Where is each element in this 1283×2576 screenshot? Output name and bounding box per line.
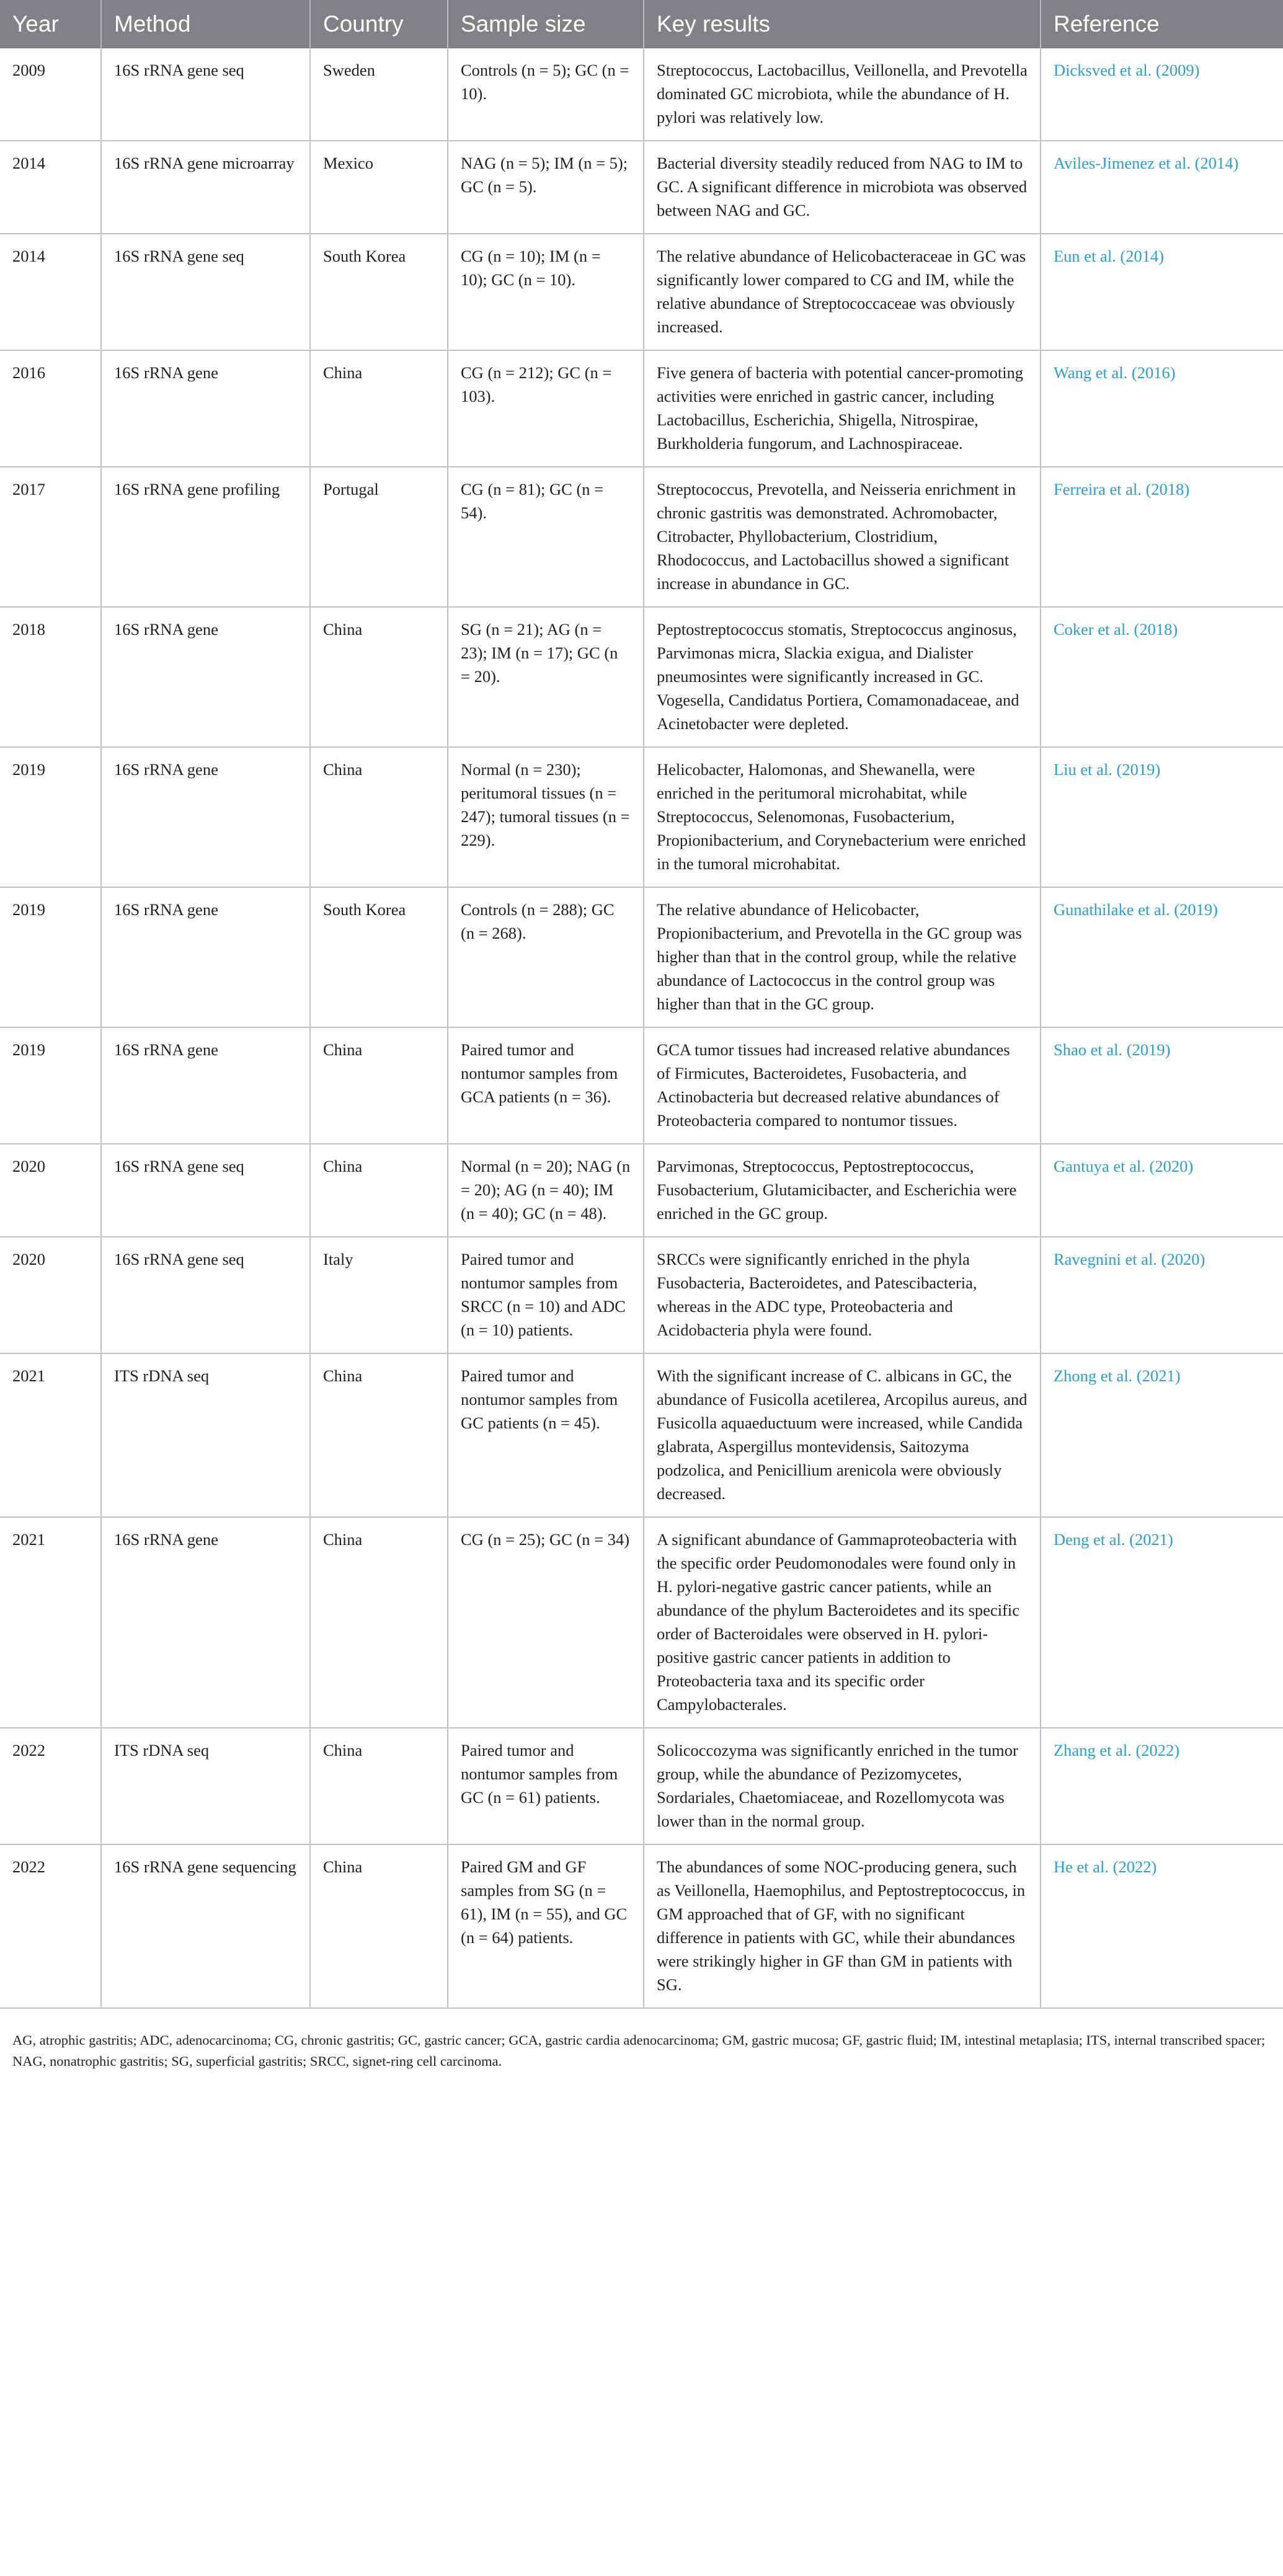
cell-sample-size: CG (n = 212); GC (n = 103). [448, 350, 644, 467]
cell-reference-link[interactable]: Ferreira et al. (2018) [1041, 467, 1283, 607]
cell-country: China [310, 1517, 448, 1728]
table-row [0, 234, 1283, 350]
table-row [0, 747, 1283, 887]
table-row [0, 48, 1283, 141]
cell-reference-link[interactable]: Zhong et al. (2021) [1041, 1353, 1283, 1517]
cell-key-results: The abundances of some NOC-producing genera, such as Veillonella, Haemophilus, and Peptostreptococcus, in GM approached that of GF, with no significant difference in patients with GC, while their abundances were strikingly higher in GF than GM in patients with SG. [644, 1844, 1041, 2008]
cell-year: 2022 [0, 1728, 101, 1844]
cell-sample-size: CG (n = 10); IM (n = 10); GC (n = 10). [448, 234, 644, 350]
cell-year: 2014 [0, 141, 101, 234]
table-row [0, 141, 1283, 234]
cell-method: 16S rRNA gene seq [101, 1144, 310, 1237]
cell-method: 16S rRNA gene seq [101, 234, 310, 350]
cell-key-results: Five genera of bacteria with potential cancer-promoting activities were enriched in gastric cancer, including Lactobacillus, Escherichia, Shigella, Nitrospirae, Burkholderia fungorum, and Lachnospiraceae. [644, 350, 1041, 467]
cell-year: 2017 [0, 467, 101, 607]
cell-key-results: SRCCs were significantly enriched in the phyla Fusobacteria, Bacteroidetes, and Patescibacteria, whereas in the ADC type, Proteobacteria and Acidobacteria phyla were found. [644, 1237, 1041, 1353]
cell-country: South Korea [310, 234, 448, 350]
table-row [0, 1027, 1283, 1144]
cell-reference-link[interactable]: Ravegnini et al. (2020) [1041, 1237, 1283, 1353]
table-row [0, 1144, 1283, 1237]
table-row [0, 350, 1283, 467]
cell-sample-size: Paired tumor and nontumor samples from GC patients (n = 45). [448, 1353, 644, 1517]
cell-reference-link[interactable]: Gunathilake et al. (2019) [1041, 887, 1283, 1027]
cell-country: China [310, 1844, 448, 2008]
cell-year: 2020 [0, 1237, 101, 1353]
cell-key-results: A significant abundance of Gammaproteobacteria with the specific order Peudomonodales were found only in H. pylori-negative gastric cancer patients, while an abundance of the phylum Bacteroidetes and its specific order of Bacteroidales were observed in H. pylori-positive gastric cancer patients in addition to Proteobacteria taxa and its specific order Campylobacterales. [644, 1517, 1041, 1728]
cell-method: 16S rRNA gene [101, 887, 310, 1027]
cell-reference-link[interactable]: Aviles-Jimenez et al. (2014) [1041, 141, 1283, 234]
table-header-row [0, 0, 1283, 48]
cell-country: China [310, 1353, 448, 1517]
cell-year: 2009 [0, 48, 101, 141]
cell-method: 16S rRNA gene [101, 1517, 310, 1728]
cell-key-results: Streptococcus, Lactobacillus, Veillonella, and Prevotella dominated GC microbiota, while the abundance of H. pylori was relatively low. [644, 48, 1041, 141]
cell-country: South Korea [310, 887, 448, 1027]
header-method: Method [101, 0, 310, 48]
cell-reference-link[interactable]: He et al. (2022) [1041, 1844, 1283, 2008]
cell-year: 2021 [0, 1353, 101, 1517]
cell-reference-link[interactable]: Zhang et al. (2022) [1041, 1728, 1283, 1844]
cell-reference-link[interactable]: Eun et al. (2014) [1041, 234, 1283, 350]
table-row [0, 1728, 1283, 1844]
cell-sample-size: Controls (n = 5); GC (n = 10). [448, 48, 644, 141]
cell-year: 2021 [0, 1517, 101, 1728]
cell-sample-size: Paired tumor and nontumor samples from GCA patients (n = 36). [448, 1027, 644, 1144]
header-reference: Reference [1041, 0, 1283, 48]
cell-year: 2019 [0, 887, 101, 1027]
cell-year: 2018 [0, 607, 101, 747]
cell-country: China [310, 1027, 448, 1144]
cell-method: 16S rRNA gene [101, 747, 310, 887]
cell-reference-link[interactable]: Dicksved et al. (2009) [1041, 48, 1283, 141]
cell-sample-size: CG (n = 81); GC (n = 54). [448, 467, 644, 607]
cell-key-results: With the significant increase of C. albicans in GC, the abundance of Fusicolla acetilerea, Arcopilus aureus, and Fusicolla aquaeductuum were increased, while Candida glabrata, Aspergillus montevidensis, Saitozyma podzolica, and Penicillium arenicola were obviously decreased. [644, 1353, 1041, 1517]
header-year: Year [0, 0, 101, 48]
cell-sample-size: Paired GM and GF samples from SG (n = 61), IM (n = 55), and GC (n = 64) patients. [448, 1844, 644, 2008]
header-key-results: Key results [644, 0, 1041, 48]
cell-method: 16S rRNA gene sequencing [101, 1844, 310, 2008]
cell-key-results: Parvimonas, Streptococcus, Peptostreptococcus, Fusobacterium, Glutamicibacter, and Escherichia were enriched in the GC group. [644, 1144, 1041, 1237]
cell-reference-link[interactable]: Deng et al. (2021) [1041, 1517, 1283, 1728]
cell-method: 16S rRNA gene microarray [101, 141, 310, 234]
cell-country: China [310, 1728, 448, 1844]
cell-key-results: The relative abundance of Helicobacter, Propionibacterium, and Prevotella in the GC group was higher than that in the control group, while the relative abundance of Lactococcus in the control group was higher than that in the GC group. [644, 887, 1041, 1027]
table-row [0, 607, 1283, 747]
cell-country: Portugal [310, 467, 448, 607]
cell-country: China [310, 607, 448, 747]
cell-sample-size: Paired tumor and nontumor samples from SRCC (n = 10) and ADC (n = 10) patients. [448, 1237, 644, 1353]
cell-reference-link[interactable]: Liu et al. (2019) [1041, 747, 1283, 887]
cell-method: 16S rRNA gene [101, 1027, 310, 1144]
cell-method: ITS rDNA seq [101, 1353, 310, 1517]
cell-key-results: Solicoccozyma was significantly enriched in the tumor group, while the abundance of Pezizomycetes, Sordariales, Chaetomiaceae, and Rozellomycota was lower than in the normal group. [644, 1728, 1041, 1844]
cell-key-results: Bacterial diversity steadily reduced from NAG to IM to GC. A significant difference in microbiota was observed between NAG and GC. [644, 141, 1041, 234]
cell-key-results: Streptococcus, Prevotella, and Neisseria enrichment in chronic gastritis was demonstrated. Achromobacter, Citrobacter, Phyllobacterium, Clostridium, Rhodococcus, and Lactobacillus showed a significant increase in abundance in GC. [644, 467, 1041, 607]
cell-sample-size: Normal (n = 20); NAG (n = 20); AG (n = 40); IM (n = 40); GC (n = 48). [448, 1144, 644, 1237]
table-row [0, 1517, 1283, 1728]
cell-reference-link[interactable]: Shao et al. (2019) [1041, 1027, 1283, 1144]
header-country: Country [310, 0, 448, 48]
cell-method: ITS rDNA seq [101, 1728, 310, 1844]
cell-country: Italy [310, 1237, 448, 1353]
cell-key-results: Helicobacter, Halomonas, and Shewanella, were enriched in the peritumoral microhabitat, while Streptococcus, Selenomonas, Fusobacterium, Propionibacterium, and Corynebacterium were enriched in the tumoral microhabitat. [644, 747, 1041, 887]
cell-sample-size: NAG (n = 5); IM (n = 5); GC (n = 5). [448, 141, 644, 234]
cell-country: China [310, 1144, 448, 1237]
cell-key-results: GCA tumor tissues had increased relative abundances of Firmicutes, Bacteroidetes, Fusobacteria, and Actinobacteria but decreased relative abundances of Proteobacteria compared to nontumor tissues. [644, 1027, 1041, 1144]
cell-reference-link[interactable]: Wang et al. (2016) [1041, 350, 1283, 467]
cell-sample-size: Controls (n = 288); GC (n = 268). [448, 887, 644, 1027]
cell-year: 2019 [0, 747, 101, 887]
cell-method: 16S rRNA gene [101, 607, 310, 747]
table-body [0, 48, 1283, 2008]
cell-year: 2014 [0, 234, 101, 350]
cell-method: 16S rRNA gene [101, 350, 310, 467]
cell-reference-link[interactable]: Coker et al. (2018) [1041, 607, 1283, 747]
cell-year: 2020 [0, 1144, 101, 1237]
cell-key-results: Peptostreptococcus stomatis, Streptococcus anginosus, Parvimonas micra, Slackia exigua, and Dialister pneumosintes were significantly increased in GC. Vogesella, Candidatus Portiera, Comamonadaceae, and Acinetobacter were depleted. [644, 607, 1041, 747]
cell-year: 2019 [0, 1027, 101, 1144]
cell-year: 2022 [0, 1844, 101, 2008]
cell-sample-size: SG (n = 21); AG (n = 23); IM (n = 17); GC (n = 20). [448, 607, 644, 747]
cell-sample-size: CG (n = 25); GC (n = 34) [448, 1517, 644, 1728]
table-row [0, 1353, 1283, 1517]
cell-sample-size: Paired tumor and nontumor samples from GC (n = 61) patients. [448, 1728, 644, 1844]
cell-sample-size: Normal (n = 230); peritumoral tissues (n = 247); tumoral tissues (n = 229). [448, 747, 644, 887]
cell-method: 16S rRNA gene seq [101, 48, 310, 141]
table-footnote: AG, atrophic gastritis; ADC, adenocarcinoma; CG, chronic gastritis; GC, gastric cancer; GCA, gastric cardia adenocarcinoma; GM, gastric mucosa; GF, gastric fluid; IM, intestinal metaplasia; ITS, internal transcribed spacer; NAG, nonatrophic gastritis; SG, superficial gastritis; SRCC, signet-ring cell carcinoma. [12, 2032, 1266, 2069]
table-row [0, 1237, 1283, 1353]
table-row [0, 467, 1283, 607]
header-sample-size: Sample size [448, 0, 644, 48]
cell-country: Mexico [310, 141, 448, 234]
cell-key-results: The relative abundance of Helicobacteraceae in GC was significantly lower compared to CG and IM, while the relative abundance of Streptococcaceae was obviously increased. [644, 234, 1041, 350]
cell-reference-link[interactable]: Gantuya et al. (2020) [1041, 1144, 1283, 1237]
cell-country: Sweden [310, 48, 448, 141]
table-row [0, 1844, 1283, 2008]
cell-country: China [310, 747, 448, 887]
cell-country: China [310, 350, 448, 467]
table-row [0, 887, 1283, 1027]
cell-method: 16S rRNA gene profiling [101, 467, 310, 607]
cell-method: 16S rRNA gene seq [101, 1237, 310, 1353]
cell-year: 2016 [0, 350, 101, 467]
